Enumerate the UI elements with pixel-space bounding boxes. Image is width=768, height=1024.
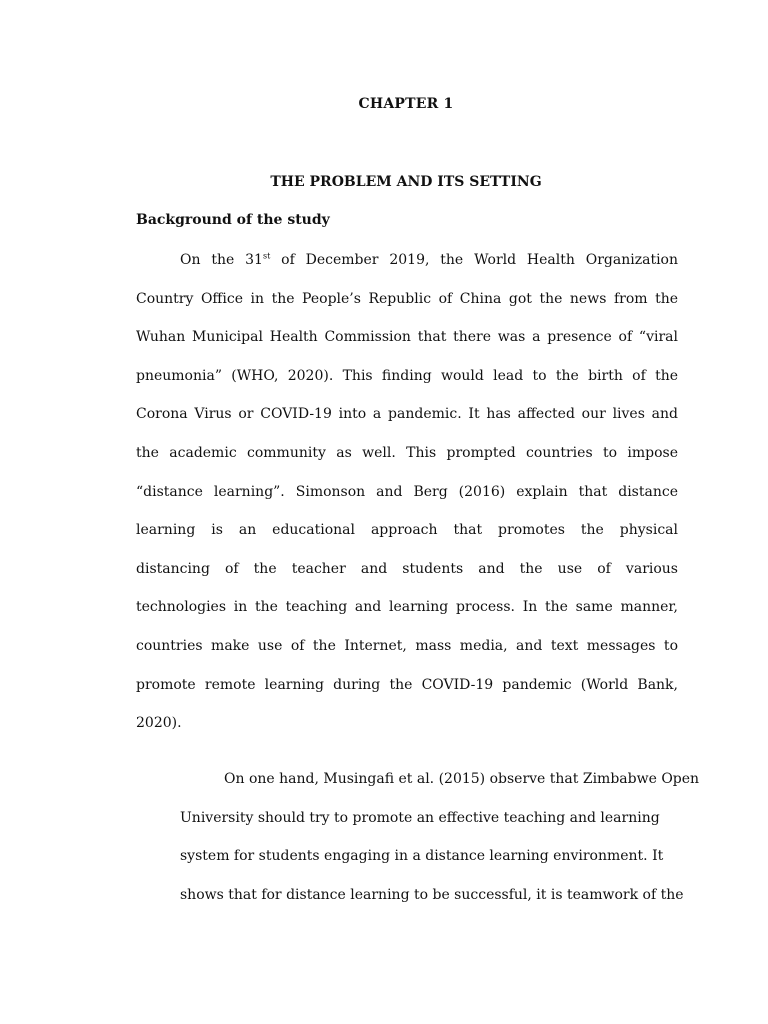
chapter-title: THE PROBLEM AND ITS SETTING (270, 174, 542, 190)
paragraph-line: Wuhan Municipal Health Commission that there was a presence of “viral (136, 329, 678, 346)
paragraph-line: countries make use of the Internet, mass media, and text messages to (136, 637, 678, 654)
text-run: On the 31 (180, 252, 263, 268)
ordinal-superscript: st (262, 251, 271, 261)
paragraph-line: University should try to promote an effective teaching and learning (180, 809, 660, 826)
paragraph-line: Corona Virus or COVID-19 into a pandemic. It has affected our lives and (136, 406, 678, 423)
paragraph-line: system for students engaging in a distance learning environment. It (180, 848, 664, 865)
paragraph-line: distancing of the teacher and students and the use of various (136, 560, 678, 577)
paragraph-line: technologies in the teaching and learning process. In the same manner, (136, 599, 678, 616)
chapter-label: CHAPTER 1 (358, 96, 454, 112)
paragraph-line: the academic community as well. This prompted countries to impose (136, 444, 678, 461)
paragraph-line: shows that for distance learning to be successful, it is teamwork of the (180, 886, 684, 903)
paragraph-line (136, 241, 678, 280)
paragraph-line: promote remote learning during the COVID-19 pandemic (World Bank, (136, 676, 678, 693)
text-run: of December 2019, the World Health Organization (270, 252, 679, 268)
section-heading: Background of the study (136, 212, 330, 228)
paragraph-background-1 (136, 241, 678, 743)
paragraph-line: “distance learning”. Simonson and Berg (2016) explain that distance (136, 483, 678, 500)
paragraph-background-2 (136, 760, 700, 914)
paragraph-line: On one hand, Musingafi et al. (2015) observe that Zimbabwe Open (224, 771, 700, 787)
paragraph-line: pneumonia” (WHO, 2020). This finding would lead to the birth of the (136, 367, 678, 384)
paragraph-line: learning is an educational approach that promotes the physical (136, 522, 678, 539)
paragraph-line: Country Office in the People’s Republic of China got the news from the (136, 290, 678, 307)
paragraph-line: 2020). (136, 715, 182, 732)
